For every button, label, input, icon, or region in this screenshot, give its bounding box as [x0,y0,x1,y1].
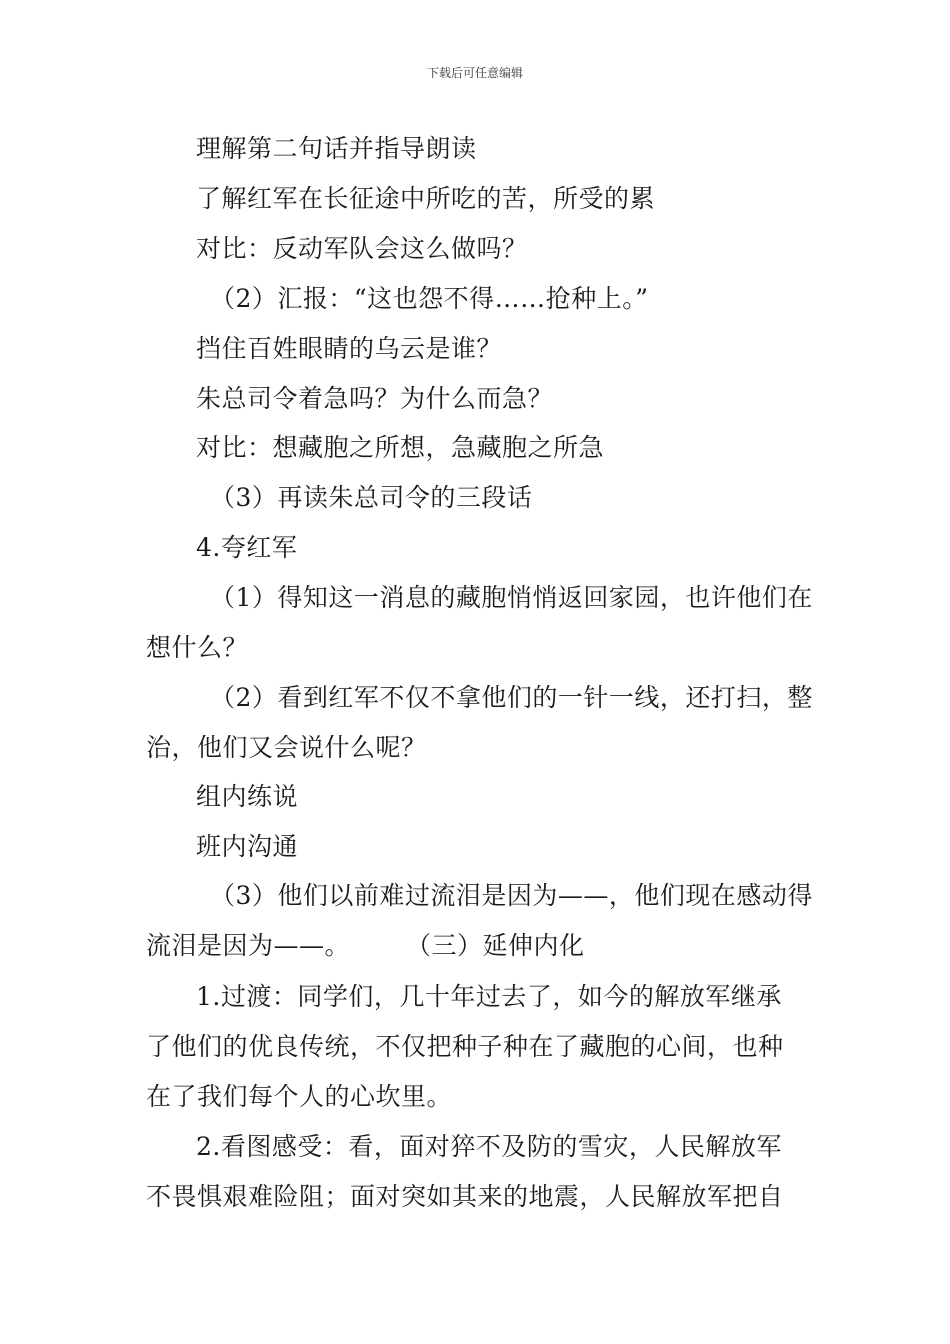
text-line: 想什么？ [146,633,249,662]
text-line: （3）他们以前难过流泪是因为——，他们现在感动得 [210,881,813,910]
text-line: 对比：想藏胞之所想，急藏胞之所急 [196,433,605,462]
text-line: 对比：反动军队会这么做吗？ [196,234,528,263]
text-line: 在了我们每个人的心坎里。 [146,1082,453,1111]
text-line: 挡住百姓眼睛的乌云是谁？ [196,334,503,363]
section-heading: （三）延伸内化 [406,931,585,960]
text-line: 2.看图感受：看，面对猝不及防的雪灾，人民解放军 [196,1132,782,1161]
text-line: （2）看到红军不仅不拿他们的一针一线，还打扫，整 [210,683,813,712]
text-line: （3）再读朱总司令的三段话 [210,483,533,512]
text-line: 了解红军在长征途中所吃的苦，所受的累 [196,184,656,213]
text-line: 朱总司令着急吗？为什么而急？ [196,384,554,413]
text-line: 不畏惧艰难险阻；面对突如其来的地震，人民解放军把自 [146,1182,784,1211]
text-line: 班内沟通 [196,832,299,861]
page-header: 下载后可任意编辑 [426,66,523,80]
section-heading: 4.夸红军 [196,533,298,562]
text-line: 组内练说 [196,782,299,811]
text-line: 1.过渡：同学们，几十年过去了，如今的解放军继承 [196,982,782,1011]
text-line: 流泪是因为——。 [146,931,351,960]
text-line: 了他们的优良传统，不仅把种子种在了藏胞的心间，也种 [146,1032,784,1061]
text-line: 理解第二句话并指导朗读 [196,134,477,163]
text-line: （2）汇报：“这也怨不得……抢种上。” [210,284,649,313]
text-line: （1）得知这一消息的藏胞悄悄返回家园，也许他们在 [210,583,813,612]
text-line: 治，他们又会说什么呢？ [146,733,427,762]
